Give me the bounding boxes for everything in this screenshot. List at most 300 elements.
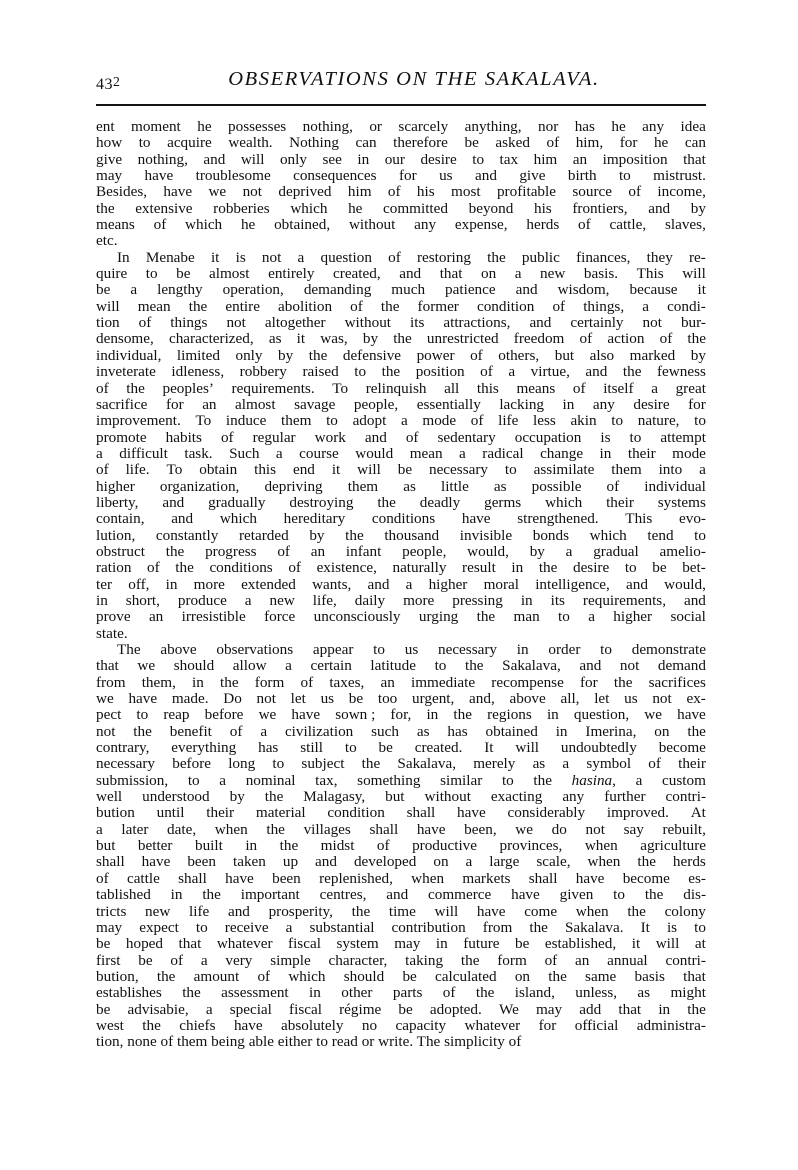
text-word: naturally: [392, 559, 447, 577]
text-word: the: [627, 902, 646, 920]
text-word: more: [193, 575, 225, 593]
text-word: to: [629, 428, 642, 446]
text-line: [96, 462, 706, 478]
text-word: Nothing: [289, 134, 339, 152]
text-word: give: [96, 150, 123, 168]
text-word: the: [266, 820, 285, 838]
text-line: tion, none of them being able either to read or write. The simplicity of: [96, 1033, 522, 1051]
text-line: [96, 184, 706, 200]
text-word: will: [655, 935, 680, 953]
text-word: for: [688, 395, 706, 413]
text-word: established,: [544, 935, 617, 953]
text-word: es-: [688, 869, 706, 887]
text-word: a: [219, 771, 227, 789]
text-word: wisdom,: [557, 281, 610, 299]
text-word: nothing,: [302, 118, 353, 135]
text-word: and: [648, 199, 671, 217]
text-word: troublesome: [195, 167, 271, 185]
text-line: [96, 773, 706, 789]
text-word: which: [545, 493, 583, 511]
text-line: [96, 838, 706, 854]
text-word: question: [320, 248, 372, 266]
text-word: it: [331, 461, 341, 479]
text-word: to: [434, 657, 447, 675]
text-word: markets: [462, 869, 511, 887]
running-head: [96, 68, 706, 98]
text-word: because: [629, 281, 678, 299]
text-word: has: [258, 739, 279, 757]
text-word: may: [96, 167, 123, 185]
text-word: too: [377, 690, 398, 708]
text-word: of: [388, 248, 401, 266]
text-word: later: [121, 820, 149, 838]
text-word: systems: [657, 493, 706, 511]
text-word: for: [538, 1016, 557, 1034]
text-word: ration: [96, 559, 132, 577]
text-word: short,: [125, 591, 160, 609]
text-line: [96, 658, 706, 674]
text-word: them: [347, 477, 379, 495]
text-word: and: [364, 428, 387, 446]
text-word: he: [611, 118, 626, 135]
text-word: Do: [223, 690, 242, 708]
text-word: imposition: [602, 150, 668, 168]
text-word: hoped: [125, 935, 163, 953]
text-word: a: [635, 771, 643, 789]
text-word: the: [687, 1000, 706, 1018]
text-word: adopt: [352, 412, 387, 430]
text-word: wants,: [312, 575, 352, 593]
text-word: have: [677, 706, 706, 724]
text-word: conditions: [209, 559, 273, 577]
text-word: in: [435, 935, 448, 953]
text-word: the: [644, 886, 664, 904]
text-word: It: [484, 739, 494, 757]
text-word: virtue,: [530, 363, 570, 381]
text-word: idleness,: [171, 363, 225, 381]
header-rule: [96, 104, 706, 106]
text-word: should: [343, 967, 385, 985]
text-word: without: [424, 788, 471, 806]
text-word: large: [489, 853, 520, 871]
text-word: of: [606, 477, 620, 495]
text-word: is: [600, 428, 611, 446]
text-word: of: [659, 330, 673, 348]
text-word: off,: [128, 575, 150, 593]
text-word: to: [694, 526, 706, 544]
text-word: observations: [216, 641, 294, 658]
text-word: pect: [96, 706, 122, 724]
text-word: and: [626, 575, 648, 593]
text-word: In: [117, 248, 130, 266]
text-word: the: [188, 297, 208, 315]
text-word: assimilate: [533, 461, 595, 479]
text-word: daily: [354, 591, 386, 609]
text-word: Besides,: [96, 183, 148, 201]
text-word: form: [497, 951, 527, 969]
text-word: life.: [125, 461, 150, 479]
text-word: life: [498, 412, 519, 430]
text-line: [96, 479, 706, 495]
text-word: contain,: [96, 510, 145, 528]
text-word: when: [584, 837, 618, 855]
text-word: to: [694, 412, 706, 430]
text-word: same: [585, 967, 617, 985]
text-word: ter: [96, 575, 113, 593]
text-word: To: [195, 412, 212, 430]
text-word: substantial: [309, 918, 375, 936]
text-word: an: [310, 542, 326, 560]
text-word: shall: [96, 853, 125, 871]
text-word: of: [628, 183, 642, 201]
text-word: any: [562, 788, 585, 806]
text-word: to: [611, 412, 624, 430]
text-word: in: [562, 395, 575, 413]
text-word: condition: [327, 804, 385, 822]
text-word: individual: [644, 477, 706, 495]
text-word: a: [508, 363, 516, 381]
text-word: a: [285, 918, 293, 936]
text-word: and: [529, 314, 552, 332]
text-word: hereditary: [283, 510, 346, 528]
text-word: of: [147, 559, 160, 577]
text-word: be: [398, 1000, 413, 1018]
text-word: The: [117, 641, 141, 658]
text-word: requirements,: [582, 591, 667, 609]
text-line: [96, 430, 706, 446]
text-word: island,: [514, 984, 555, 1002]
text-word: to: [373, 641, 385, 658]
text-word: individual,: [96, 346, 162, 364]
text-word: be: [96, 281, 111, 299]
text-word: in: [96, 591, 108, 609]
text-word: he: [197, 118, 212, 135]
text-word: on: [654, 722, 670, 740]
text-line: [96, 135, 706, 151]
text-line: [96, 315, 706, 331]
text-word: a: [565, 542, 573, 560]
text-word: the: [381, 363, 401, 381]
text-word: new: [269, 591, 295, 609]
text-word: of: [229, 722, 243, 740]
text-word: to: [354, 363, 367, 381]
text-word: the: [453, 706, 472, 724]
text-word: an: [575, 951, 590, 969]
text-word: extended: [241, 575, 296, 593]
text-word: entirely: [268, 265, 315, 283]
text-word: task.: [184, 444, 213, 462]
text-word: bet-: [682, 559, 706, 577]
text-word: This: [625, 510, 653, 528]
text-word: to: [600, 641, 612, 658]
text-word: very: [225, 951, 253, 969]
text-word: robberies: [213, 199, 270, 217]
text-word: of: [138, 314, 152, 332]
text-word: nothing,: [137, 150, 188, 168]
text-word: in: [555, 722, 568, 740]
text-word: by: [229, 788, 245, 806]
text-word: of: [153, 216, 167, 234]
text-line: [96, 985, 706, 1001]
text-word: be: [515, 935, 530, 953]
text-word: will: [515, 739, 540, 757]
text-word: things: [170, 314, 208, 332]
text-word: of: [480, 363, 493, 381]
text-word: and: [683, 591, 706, 609]
text-word: bur-: [680, 314, 706, 332]
text-word: was,: [320, 330, 348, 348]
text-word: robbery: [239, 363, 287, 381]
text-word: of: [579, 330, 593, 348]
text-word: them: [281, 412, 312, 430]
text-word: but: [96, 837, 116, 855]
text-word: in: [170, 886, 183, 904]
text-word: relinquish: [365, 379, 427, 397]
text-word: improvement.: [96, 412, 181, 430]
text-word: hasina,: [571, 771, 616, 789]
text-word: as: [403, 477, 416, 495]
text-word: not: [256, 690, 276, 708]
text-word: the: [182, 984, 201, 1002]
text-word: desire: [633, 395, 670, 413]
text-word: benefit: [169, 722, 212, 740]
text-word: raised: [302, 363, 339, 381]
text-line: [96, 969, 706, 985]
text-word: expect: [139, 918, 179, 936]
text-word: to: [344, 739, 357, 757]
text-word: difficult: [119, 444, 168, 462]
text-word: and: [585, 363, 608, 381]
text-word: ent: [96, 118, 115, 135]
text-word: mode: [422, 412, 457, 430]
text-word: of: [220, 428, 234, 446]
text-word: them,: [141, 673, 176, 691]
text-word: he: [240, 216, 256, 234]
text-word: obtained,: [274, 216, 331, 234]
text-word: scale,: [536, 853, 571, 871]
text-word: of: [470, 412, 484, 430]
text-word: deprived: [278, 183, 332, 201]
text-word: special: [229, 1000, 272, 1018]
text-word: provinces,: [499, 837, 563, 855]
text-word: unrestricted: [426, 330, 499, 348]
text-word: destroying: [289, 493, 354, 511]
text-word: is: [666, 918, 678, 936]
text-word: prove: [96, 608, 131, 626]
text-word: a: [514, 265, 522, 283]
text-word: of: [387, 183, 401, 201]
text-line: [96, 201, 706, 217]
text-word: committed: [383, 199, 448, 217]
text-word: when: [214, 820, 248, 838]
text-word: the: [460, 951, 480, 969]
text-word: created.: [414, 739, 463, 757]
text-word: made.: [171, 690, 209, 708]
text-line: [96, 560, 706, 576]
text-word: to: [187, 771, 200, 789]
text-word: them: [611, 461, 642, 479]
text-word: the: [264, 788, 284, 806]
text-word: as: [416, 722, 430, 740]
text-word: for: [398, 167, 417, 185]
text-line: [96, 544, 706, 560]
text-word: immediate: [411, 673, 476, 691]
running-title: OBSERVATIONS ON THE SAKALAVA.: [228, 68, 600, 90]
text-word: may: [96, 918, 123, 936]
text-word: a: [260, 722, 268, 740]
text-word: latitude: [370, 657, 416, 675]
text-word: to: [145, 265, 158, 283]
text-word: almost: [209, 265, 250, 283]
text-word: west: [96, 1016, 124, 1034]
text-word: a: [275, 444, 283, 462]
text-word: the: [487, 248, 506, 266]
text-word: position: [415, 363, 465, 381]
text-word: have: [291, 706, 321, 724]
text-word: less: [533, 412, 556, 430]
text-line: state.: [96, 624, 128, 642]
text-word: his: [416, 183, 435, 201]
text-word: important: [240, 886, 300, 904]
text-word: their: [627, 444, 656, 462]
text-word: a: [465, 853, 473, 871]
text-word: can: [355, 134, 377, 152]
text-word: above: [509, 690, 546, 708]
text-word: as: [493, 477, 507, 495]
text-word: basis.: [583, 265, 619, 283]
text-word: things,: [583, 297, 625, 315]
text-word: a: [562, 755, 570, 773]
text-word: moment: [131, 118, 181, 135]
text-word: which: [589, 526, 627, 544]
text-word: infant: [345, 542, 382, 560]
text-word: much: [391, 281, 426, 299]
text-word: its: [550, 591, 565, 609]
text-word: former: [417, 297, 459, 315]
text-word: in: [192, 673, 204, 691]
text-word: gradually: [208, 493, 266, 511]
text-word: would: [355, 444, 394, 462]
text-word: a: [400, 412, 408, 430]
text-word: cattle,: [609, 216, 647, 234]
text-word: absolutely: [281, 1016, 344, 1034]
text-word: demand: [657, 657, 706, 675]
text-word: to: [624, 559, 637, 577]
text-word: inveterate: [96, 363, 156, 381]
text-word: a: [205, 1000, 213, 1018]
text-word: centres,: [319, 886, 367, 904]
text-word: this: [476, 379, 499, 397]
text-word: defensive: [342, 346, 402, 364]
text-word: and: [162, 493, 185, 511]
text-word: official: [574, 1016, 619, 1034]
text-word: fewness: [656, 363, 706, 381]
text-word: allow: [232, 657, 267, 675]
text-word: of: [96, 379, 109, 397]
text-line: [96, 168, 706, 184]
text-word: this: [254, 461, 277, 479]
text-word: attractions,: [443, 314, 511, 332]
text-word: unconsciously: [313, 608, 401, 626]
text-word: may: [394, 935, 421, 953]
text-word: densome,: [96, 330, 154, 348]
text-word: demanding: [303, 281, 372, 299]
text-word: régime: [339, 1000, 382, 1018]
text-line: [96, 364, 706, 380]
text-word: bonds: [532, 526, 570, 544]
text-word: Sakalava.: [564, 918, 624, 936]
text-word: regular: [252, 428, 296, 446]
text-line: [96, 789, 706, 805]
folio-digit-raised: 2: [113, 74, 121, 89]
text-word: to: [558, 608, 570, 626]
text-word: the: [548, 967, 567, 985]
text-word: not: [96, 722, 116, 740]
text-word: tricts: [96, 902, 127, 920]
text-word: irresistible: [181, 608, 246, 626]
text-word: of: [277, 542, 290, 560]
text-word: have: [416, 820, 446, 838]
text-line: [96, 381, 706, 397]
text-word: Malagasy,: [303, 788, 366, 806]
text-word: obtained: [485, 722, 538, 740]
text-word: sown ;: [335, 706, 376, 724]
text-word: retarded: [238, 526, 289, 544]
text-word: from: [482, 918, 513, 936]
text-word: let: [290, 690, 306, 708]
text-word: become: [622, 869, 670, 887]
text-word: has: [447, 722, 468, 740]
text-word: an: [380, 673, 395, 691]
text-word: all: [444, 379, 460, 397]
text-word: he: [653, 134, 669, 152]
text-word: condition: [476, 297, 535, 315]
text-word: the: [538, 559, 558, 577]
text-word: will: [240, 150, 265, 168]
text-word: consequences: [293, 167, 377, 185]
text-word: lacking: [499, 395, 545, 413]
text-word: to: [694, 918, 706, 936]
text-word: liberty,: [96, 493, 139, 511]
text-word: submission,: [96, 771, 169, 789]
text-word: the: [351, 902, 371, 920]
text-word: system: [336, 935, 379, 953]
text-word: let: [594, 690, 610, 708]
text-word: in: [511, 559, 524, 577]
text-word: commerce: [428, 886, 492, 904]
text-word: constantly: [155, 526, 219, 544]
text-word: finances,: [576, 248, 631, 266]
text-word: parts: [392, 984, 423, 1002]
text-word: it: [296, 330, 306, 348]
text-word: him: [347, 183, 372, 201]
text-word: not: [652, 690, 672, 708]
text-word: the: [475, 984, 495, 1002]
text-word: say: [623, 820, 644, 838]
text-word: quire: [96, 265, 128, 283]
text-word: peoples’: [162, 379, 214, 397]
text-word: lution,: [96, 526, 136, 544]
text-line: [96, 724, 706, 740]
text-word: further: [604, 788, 646, 806]
text-line: [96, 119, 706, 135]
text-word: higher: [613, 608, 653, 626]
text-word: the: [613, 673, 633, 691]
text-word: have: [233, 1016, 263, 1034]
text-word: when: [411, 869, 445, 887]
text-word: evo-: [679, 510, 706, 528]
text-word: agriculture: [640, 837, 706, 855]
